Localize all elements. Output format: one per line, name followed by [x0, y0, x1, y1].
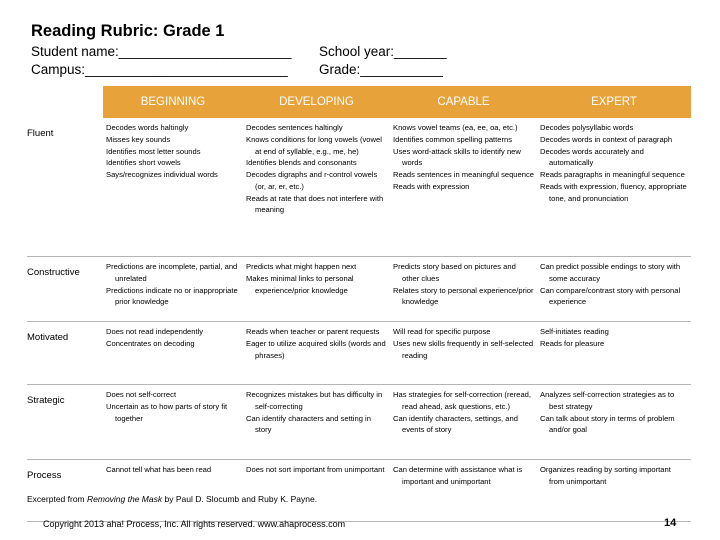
rubric-row-motivated [27, 322, 691, 385]
criterion-text: Does not read independently [106, 327, 204, 336]
rubric-cell-developing [243, 322, 390, 385]
criterion-text: Decodes polysyllabic words [540, 123, 634, 132]
rubric-cell-developing [243, 257, 390, 322]
criterion-text: Reads with expression, fluency, appropriate tone, and pronunciation [540, 181, 687, 203]
criterion-text: Concentrates on decoding [106, 338, 195, 348]
criterion-text: Decodes sentences haltingly [246, 123, 343, 132]
rubric-cell-capable [390, 322, 537, 385]
rubric-cell-beginning [103, 460, 243, 522]
rubric-cell-developing [243, 118, 390, 257]
criterion-text: Identifies common spelling patterns [393, 134, 513, 144]
page-number: 14 [664, 517, 677, 529]
column-header-capable: CAPABLE [390, 86, 537, 118]
criterion-text: Can identify characters, settings, and events of story [393, 413, 518, 435]
criterion-text: Analyzes self-correction strategies as to best strategy [540, 390, 675, 411]
reading-rubric-table [27, 86, 691, 522]
rubric-cell-capable [390, 118, 537, 257]
rubric-cell-beginning [103, 322, 243, 385]
criterion-text: Uses new skills frequently in self-selected reading [393, 338, 534, 360]
row-label: Strategic [27, 385, 103, 460]
criterion-text: Can predict possible endings to story with some accuracy [540, 262, 681, 283]
criterion-text: Reads with expression [393, 181, 470, 191]
column-header-beginning: BEGINNING [103, 86, 243, 118]
rubric-cell-capable [390, 460, 537, 522]
student-name-field: Student name:_______________________ [31, 44, 292, 59]
criterion-text: Knows conditions for long vowels (vowel at end of syllable, e.g., me, he) [246, 134, 382, 156]
criterion-text: Can determine with assistance what is important and unimportant [393, 465, 523, 486]
rubric-cell-expert [537, 118, 691, 257]
rubric-cell-beginning [103, 257, 243, 322]
row-label: Motivated [27, 322, 103, 385]
campus-field: Campus:___________________________ [31, 62, 288, 77]
rubric-row-constructive [27, 257, 691, 322]
criterion-text: Predictions indicate no or inappropriate prior knowledge [106, 285, 238, 307]
criterion-text: Will read for specific purpose [393, 327, 491, 336]
criterion-text: Relates story to personal experience/prior knowledge [393, 285, 534, 307]
rubric-cell-capable [390, 257, 537, 322]
rubric-cell-expert [537, 460, 691, 522]
criterion-text: Reads sentences in meaningful sequence [393, 170, 534, 180]
criterion-text: Identifies short vowels [106, 158, 181, 168]
criterion-text: Uses word-attack skills to identify new words [393, 146, 521, 168]
criterion-text: Does not sort important from unimportant [246, 465, 385, 474]
criterion-text: Organizes reading by sorting important from unimportant [540, 465, 671, 486]
rubric-row-strategic [27, 385, 691, 460]
column-header-developing: DEVELOPING [243, 86, 390, 118]
criterion-text: Recognizes mistakes but has difficulty in self-correcting [246, 390, 383, 411]
page-title: Reading Rubric: Grade 1 [31, 22, 225, 40]
criterion-text: Decodes words accurately and automatically [540, 146, 644, 168]
criterion-text: Decodes words haltingly [106, 123, 189, 132]
rubric-row-process [27, 460, 691, 522]
rubric-cell-expert [537, 322, 691, 385]
grade-field: Grade:___________ [319, 62, 443, 77]
rubric-row-fluent [27, 118, 691, 257]
excerpt-prefix: Excerpted from [27, 494, 87, 504]
criterion-text: Reads when teacher or parent requests [246, 327, 380, 336]
rubric-cell-developing [243, 385, 390, 460]
rubric-cell-capable [390, 385, 537, 460]
rubric-cell-beginning [103, 385, 243, 460]
criterion-text: Identifies most letter sounds [106, 146, 201, 156]
rubric-cell-developing [243, 460, 390, 522]
criterion-text: Can talk about story in terms of problem and/or goal [540, 413, 675, 435]
row-label: Process [27, 460, 103, 522]
criterion-text: Can identify characters and setting in story [246, 413, 371, 435]
copyright-footer: Copyright 2013 aha! Process, Inc. All rights reserved. www.ahaprocess.com [43, 519, 346, 529]
rubric-cell-beginning [103, 118, 243, 257]
criterion-text: Decodes digraphs and r-control vowels (or, ar, er, etc.) [246, 170, 378, 191]
header-corner [27, 86, 103, 118]
school-year-field: School year:_______ [319, 44, 447, 59]
rubric-cell-expert [537, 257, 691, 322]
excerpt-suffix: by Paul D. Slocumb and Ruby K. Payne. [162, 494, 318, 504]
row-label: Constructive [27, 257, 103, 322]
excerpt-citation [27, 494, 317, 504]
criterion-text: Reads paragraphs in meaningful sequence [540, 170, 685, 180]
criterion-text: Uncertain as to how parts of story fit together [106, 401, 228, 423]
criterion-text: Decodes words in context of paragraph [540, 134, 673, 144]
criterion-text: Predicts story based on pictures and other clues [393, 262, 516, 283]
criterion-text: Reads at rate that does not interfere with meaning [246, 193, 384, 215]
criterion-text: Cannot tell what has been read [106, 465, 212, 474]
criterion-text: Misses key sounds [106, 134, 171, 144]
criterion-text: Knows vowel teams (ea, ee, oa, etc.) [393, 123, 518, 132]
criterion-text: Does not self-correct [106, 390, 177, 399]
criterion-text: Makes minimal links to personal experience/prior knowledge [246, 273, 354, 295]
criterion-text: Says/recognizes individual words [106, 170, 218, 180]
criterion-text: Has strategies for self-correction (reread, read ahead, ask questions, etc.) [393, 390, 532, 411]
criterion-text: Predictions are incomplete, partial, and unrelated [106, 262, 238, 283]
criterion-text: Self-initiates reading [540, 327, 609, 336]
column-header-expert: EXPERT [537, 86, 691, 118]
criterion-text: Can compare/contrast story with personal experience [540, 285, 681, 307]
excerpt-book-title: Removing the Mask [87, 494, 163, 504]
criterion-text: Identifies blends and consonants [246, 158, 357, 168]
table-header-row [27, 86, 691, 118]
rubric-cell-expert [537, 385, 691, 460]
criterion-text: Eager to utilize acquired skills (words and phrases) [246, 338, 386, 360]
criterion-text: Predicts what might happen next [246, 262, 357, 271]
row-label: Fluent [27, 118, 103, 257]
criterion-text: Reads for pleasure [540, 338, 605, 348]
